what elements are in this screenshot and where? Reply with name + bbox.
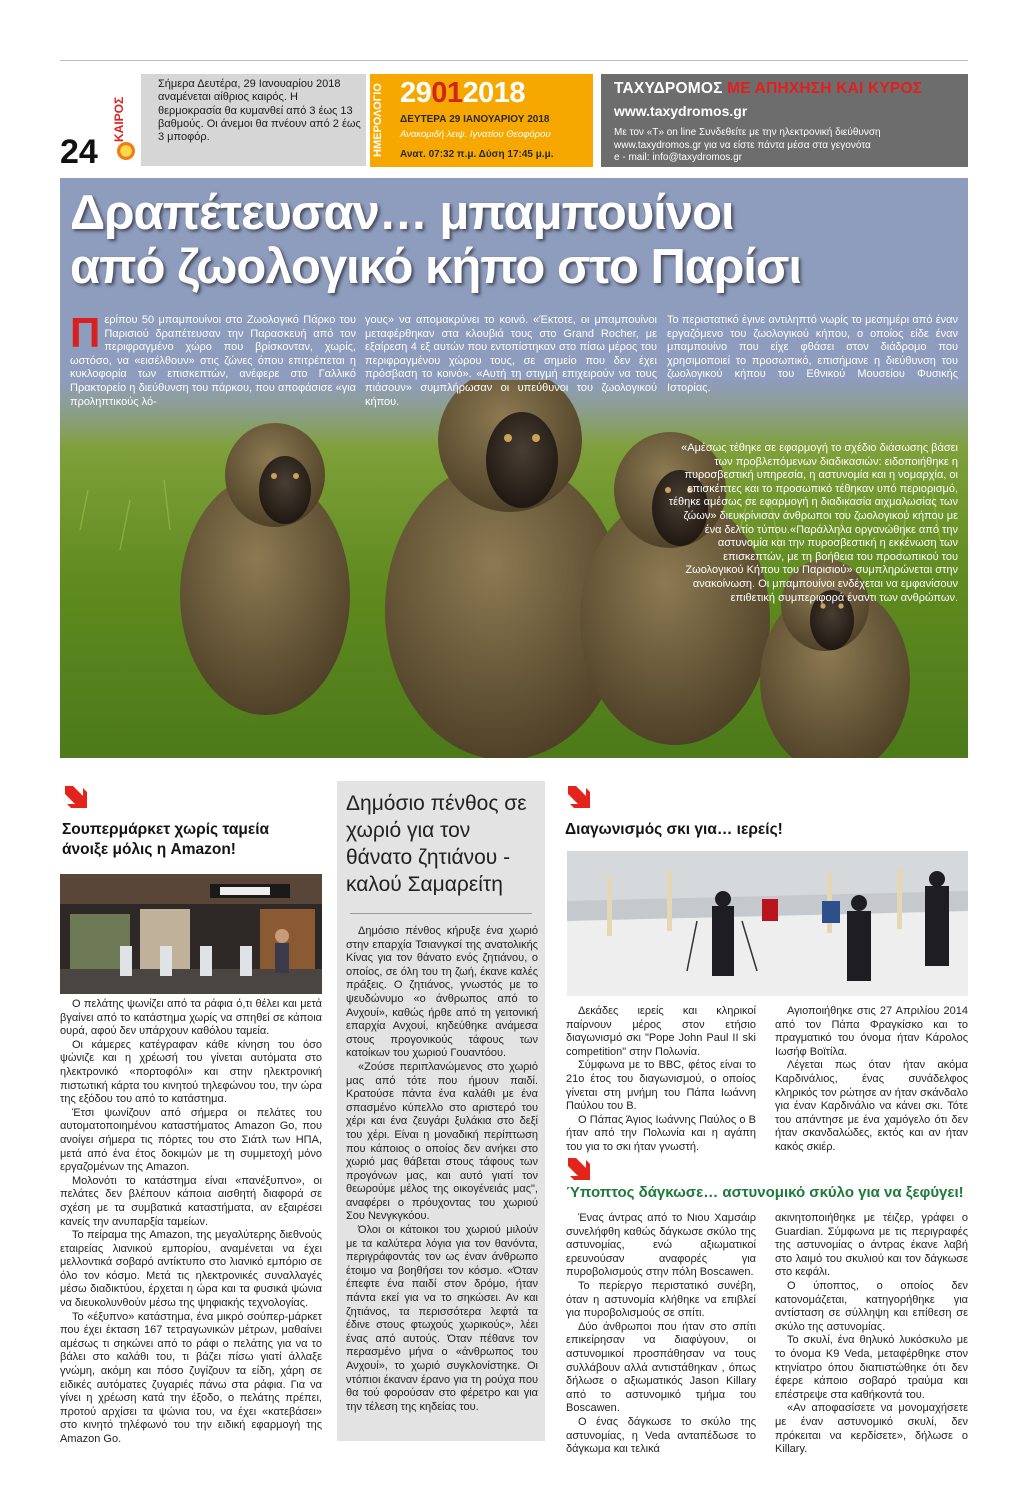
main-article-column-1 xyxy=(70,309,356,409)
ski-title: Διαγωνισμός σκι για… ιερείς! xyxy=(565,821,783,838)
dog-body-right xyxy=(775,1212,968,1457)
paragraph: ακινητοποιήθηκε με τέιζερ, γράφει ο Guardian. Σύμφωνα με τις περιγραφές της αστυνομίας ο άντρας έκανε λαβή στο λαιμό του σκυλιού και τον δάγκωσε στο κεφάλι. xyxy=(775,1212,968,1279)
red-arrow-icon xyxy=(62,783,88,809)
paragraph: Ένας άντρας από το Νιου Χαμσάιρ συνελήφθη καθώς δάγκωσε σκύλο της αστυνομίας, ενώ αξιωματικοί ερευνούσαν αναφορές για πυροβολισμούς στην πόλη Boscawen. xyxy=(566,1212,756,1279)
main-headline-line: από ζωολογικό κήπο στο Παρίσι xyxy=(70,240,802,294)
masthead-ad-lines xyxy=(614,127,964,165)
calendar-date xyxy=(400,77,525,110)
page-number: 24 xyxy=(60,133,98,171)
paragraph: Μολονότι το κατάστημα είναι «πανέξυπνο», οι πελάτες δεν βλέπουν κάποια αισθητή διαφορά σε σχέση με τα συμβατικά καταστήματα, αν εξαιρέσει κανείς την ανυπαρξία ταμείων. xyxy=(60,1174,322,1228)
amazon-store-photo xyxy=(60,874,322,994)
paragraph: Το περίεργο περιστατικό συνέβη, όταν η αστυνομία κλήθηκε να επιβλεί για πυροβολισμούς σε σπίτι. xyxy=(566,1279,756,1320)
ski-race-photo xyxy=(567,851,968,996)
main-article-column-2: γους» να απομακρύνει το κοινό. «Έκτοτε, οι μπαμπουίνοι μεταφέρθηκαν στα κλουβιά τους στο Grand Rocher, με εξαίρεση 4 εξ αυτών που εντοπίστηκαν στο πίσω μέρος του περιφραγμένου χώρου τους, σε σημείο που δεν έχει πρόσβαση το κοινό». «Αυτή τη στιγμή επιχειρούν να τους πιάσουν» συμπλήρωσαν οι υπεύθυνοι του ζωολογικού κήπου. xyxy=(365,314,657,408)
amazon-body xyxy=(60,998,322,1447)
title-rule xyxy=(350,913,532,914)
masthead-ad-line: Με τον «Τ» on line Συνδεθείτε με την ηλεκτρονική διεύθυνση xyxy=(614,127,881,138)
ski-body-left xyxy=(566,1005,756,1155)
calendar-label: ΗΜΕΡΟΛΟΓΙΟ xyxy=(372,83,384,158)
red-arrow-icon xyxy=(565,1155,591,1181)
calendar-day: 29 xyxy=(400,77,432,109)
masthead-ad-title-accent: ΜΕ ΑΠΗΧΗΣΗ ΚΑΙ ΚΥΡΟΣ xyxy=(722,80,923,97)
paragraph: Το σκυλί, ένα θηλυκό λυκόσκυλο με το όνομα K9 Veda, μεταφέρθηκε στον κτηνίατρο όπου διαπιστώθηκε ότι δεν έφερε κάποιο σοβαρό τραύμα και επέστρεψε στα καθήκοντά του. xyxy=(775,1334,968,1401)
main-article-column-3-continued: «Αμέσως τέθηκε σε εφαρμογή το σχέδιο διάσωσης βάσει των προβλεπόμενων διαδικασιών: ειδοποιήθηκε η πυροσβεστική υπηρεσία, η αστυνομία και η νομαρχία, οι επισκέπτες και το προσωπικό τέθηκαν υπό περιορισμό, τέθηκε αμέσως σε εφαρμογή η διαδικασία αιχμαλωσίας των ζώων» διευκρίνισαν άνθρωποι του ζωολογικού κήπου με ένα δελτίο τύπου.«Παράλληλα οργανώθηκε από την αστυνομία και την πυροσβεστική η εκκένωση των επισκεπτών, με τη βοήθεια του προσωπικού του Ζωολογικού Κήπου του Παρισιού» συμπληρώνεται στην ανακοίνωση. Οι μπαμπουίνοι ενδέχεται να εμφανίσουν επιθετική συμπεριφορά έναντι των ανθρώπων. xyxy=(668,442,958,604)
paragraph: Λέγεται πως όταν ήταν ακόμα Καρδινάλιος, ένας συνάδελφος κληρικός τον ρώτησε αν ήταν σκάνδαλο για έναν Καρδινάλιο να κάνει σκι. Τότε του απάντησε με ένα χαμόγελο ότι δεν ήταν σκανδαλώδες, εκτός και αν ήταν κακός σκιέρ. xyxy=(775,1059,968,1153)
paragraph: Όλοι οι κάτοικοι του χωριού μιλούν με τα καλύτερα λόγια για τον θανόντα, περιγράφοντάς τον ως έναν άνθρωπο έτοιμο να βοηθήσει τον κόσμο. «Όταν έπεφτε ένα παιδί στον δρόμο, ήταν πάντα εκεί για να το σηκώσει. Αν και ζητιάνος, τα περισσότερα λεφτά τα έδινε στους φτωχούς χωρικούς», λέει ένας από αυτούς. Όταν πέθανε τον περασμένο μήνα ο «άνθρωπος του Ανχουί», το χωριό συγκλονίστηκε. Οι ντόπιοι έκαναν έρανο για τη ρούχα που θα τού φορούσαν στο φέρετρο και για την τέλεση της κηδείας του. xyxy=(346,1224,538,1413)
main-article-column-3: Το περιστατικό έγινε αντιληπτό νωρίς το μεσημέρι από έναν εργαζόμενο του ζωολογικού κήπου, ο οποίος είδε έναν μπαμπουίνο που είχε φθάσει στον διάδρομο που χρησιμοποιεί το προσωπικό, επισήμανε η διεύθυνση του ζωολογικού κήπου του Εθνικού Μουσείου Φυσικής Ιστορίας. xyxy=(667,314,958,394)
paragraph: Το «έξυπνο» κατάστημα, ένα μικρό σούπερ-μάρκετ που έχει έκταση 167 τετραγωνικών μέτρων, μαθαίνει αμέσως τι σηκώνει από το ράφι ο πελάτης για να το βάλει στο καλάθι του, τι βάζει πίσω γιατί άλλαξε γνώμη, ακόμη και πόσο ζυγίζουν τα είδη, χάρη σε ειδικές αυτόματες ζυγαριές πάνω στα ράφια. Για να γίνει η χρέωση κατά την έξοδο, ο πελάτης πρέπει, προτού αρχίσει τα ψώνια του, να έχει «κατεβάσει» στο κινητό τηλέφωνό του την ειδική εφαρμογή της Amazon Go. xyxy=(60,1310,322,1445)
paragraph: Έτσι ψωνίζουν από σήμερα οι πελάτες του αυτοματοποιημένου καταστήματος Amazon Go, που ανοίγει σήμερα τις πόρτες του στο Σιάτλ των ΗΠΑ, μετά από ένα έτος δοκιμών με τη συμμετοχή μόνο εργαζομένων της Amazon. xyxy=(60,1106,322,1174)
red-arrow-icon xyxy=(565,783,591,809)
paragraph: Το πείραμα της Amazon, της μεγαλύτερης διεθνούς εταιρείας λιανικού εμπορίου, αναμένεται να έχει μελλοντικά σοβαρό αντίκτυπο στο λιανικό εμπόριο σε όλο τον κόσμο. Μετά τις ηλεκτρονικές συναλλαγές μέσω διαδικτύου, έρχεται η ώρα και τα φυσικά ψώνια να διευκολυνθούν μέσω της ψηφιακής τεχνολογίας. xyxy=(60,1229,322,1310)
amazon-title: Σουπερμάρκετ χωρίς ταμεία άνοιξε μόλις η Amazon! xyxy=(62,821,270,858)
main-headline-line: Δραπέτευσαν… μπαμπουίνοι xyxy=(70,186,734,240)
paragraph: Οι κάμερες κατέγραφαν κάθε κίνηση του όσο ψώνιζε και η χρέωσή του γίνεται αυτόματα στο ηλεκτρονικό «πορτοφόλι» και στην ηλεκτρονική πιστωτική κάρτα του κινητού τηλεφώνου του, την ώρα της εξόδου του από το κατάστημα. xyxy=(60,1038,322,1106)
paragraph: Ο ύποπτος, ο οποίος δεν κατονομάζεται, κατηγορήθηκε για αντίσταση σε σύλληψη και επίθεση σε σκύλο της αστυνομίας. xyxy=(775,1279,968,1333)
masthead-ad-url[interactable]: www.taxydromos.gr xyxy=(614,103,748,119)
top-rule xyxy=(60,60,968,61)
masthead-ad-line: e - mail: info@taxydromos.gr xyxy=(614,152,742,163)
masthead-ad-line: www.taxydromos.gr για να είστε πάντα μέσα στα γεγονότα xyxy=(614,139,871,151)
dog-title: Ύποπτος δάγκωσε… αστυνομικό σκύλο για να ξεφύγει! xyxy=(566,1184,964,1201)
calendar-month: 01 xyxy=(431,77,463,109)
paragraph: Δεκάδες ιερείς και κληρικοί παίρνουν μέρος στον ετήσιο διαγωνισμό σκι "Pope John Paul II ski competition" στην Πολωνία. xyxy=(566,1005,756,1058)
paragraph: «Αν αποφασίσετε να μονομαχήσετε με έναν αστυνομικό σκυλί, δεν πρόκειται να κερδίσετε», δήλωσε ο Killary. xyxy=(775,1402,968,1456)
mourning-title: Δημόσιο πένθος σε χωριό για τον θάνατο ζητιάνου - καλού Σαμαρείτη xyxy=(346,792,527,896)
paragraph: Ο Πάπας Άγιος Ιωάννης Παύλος ο Β ήταν από την Πολωνία και η αγάπη του για το σκι ήταν γνωστή. xyxy=(566,1113,756,1153)
paragraph: Δύο άνθρωποι που ήταν στο σπίτι επικείρησαν να διαφύγουν, οι αστυνομικοί προσπάθησαν να τους συλλάβουν αλλά αντιστάθηκαν , όπως δήλωσε ο αξιωματικός Jason Killary από το αστυνομικό τμήμα του Boscawen. xyxy=(566,1320,756,1415)
calendar-sunrise-sunset: Ανατ. 07:32 π.μ. Δύση 17:45 μ.μ. xyxy=(400,149,554,160)
ski-body-right xyxy=(775,1005,968,1155)
paragraph: Ο πελάτης ψωνίζει από τα ράφια ό,τι θέλει και μετά βγαίνει από το κατάστημα χωρίς να σπηθεί σε κάποια ουρά, αφού δεν υπάρχουν καθόλου ταμεία. xyxy=(60,998,322,1038)
masthead-ad-title xyxy=(614,80,922,98)
paragraph: Αγιοποιήθηκε στις 27 Απριλίου 2014 από τον Πάπα Φραγκίσκο και το πραγματικό του όνομα ήταν Κάρολος Ιωσήφ Βοϊτίλα. xyxy=(775,1005,968,1058)
main-headline xyxy=(70,186,950,294)
calendar-year: 2018 xyxy=(462,77,526,109)
paragraph: Δημόσιο πένθος κήρυξε ένα χωριό στην επαρχία Τσιανγκσί της ανατολικής Κίνας για τον θάνατο ενός ζητιάνου, ο οποίος, σε όλη του τη ζωή, έκανε καλές πράξεις. Ο ζητιάνος, γνωστός με το ψευδώνυμο «ο άνθρωπος από το Ανχουί», καθώς ήρθε από τη γειτονική επαρχία Ανχουί, κηδεύθηκε ανάμεσα στους προγονικούς τάφους των κατοίκων του χωριού Γουαντόου. xyxy=(346,925,538,1060)
calendar-saint: Ανακομιδή λειψ. Ιγνατίου Θεοφόρου xyxy=(400,129,551,140)
masthead-ad-title-main: ΤΑΧΥΔΡΟΜΟΣ xyxy=(614,80,723,97)
main-article-text: ερίπου 50 μπαμπουίνοι στο Ζωολογικό Πάρκο του Παρισιού δραπέτευσαν την Παρασκευή από τον περιφραγμένο χώρο που βρίσκονταν, χωρίς, ωστόσο, να «εισέλθουν» στις ζώνες όπου επιτρέπεται η κυκλοφορία των επισκεπτών, ανέφερε στο Γαλλικό Πρακτορείο η διεύθυνση του πάρκου, που αποφάσισε «για προληπτικούς λό- xyxy=(70,314,356,408)
calendar-weekday: ΔΕΥΤΕΡΑ 29 ΙΑΝΟΥΑΡΙΟΥ 2018 xyxy=(400,114,550,125)
mourning-body xyxy=(346,925,538,1414)
weather-label: ΚΑΙΡΟΣ xyxy=(112,96,126,142)
paragraph: Ο ένας δάγκωσε το σκύλο της αστυνομίας, η Veda ανταπέδωσε το δάγκωμα και τελικά xyxy=(566,1415,756,1456)
sun-icon xyxy=(117,142,135,160)
weather-text: Σήμερα Δευτέρα, 29 Ιανουαρίου 2018 αναμένεται αίθριος καιρός. Η θερμοκρασία θα κυμανθεί από 3 έως 13 βαθμούς. Οι άνεμοι θα πνέουν από 2 έως 3 μποφόρ. xyxy=(158,78,361,144)
dropcap: Π xyxy=(70,309,101,356)
paragraph: Σύμφωνα με το BBC, φέτος είναι το 21ο έτος του διαγωνισμού, ο οποίος γίνεται στη μνήμη του Πάπα Ιωάννη Παύλου του Β. xyxy=(566,1059,756,1113)
dog-body-left xyxy=(566,1212,756,1457)
paragraph: «Ζούσε περιπλανώμενος στο χωριό μας από τότε που ήμουν παιδί. Κρατούσε πάντα ένα καλάθι με ένα σπασμένο κύπελλο στο αριστερό του χέρι και ένα ζευγάρι ξυλάκια στο δεξί του χέρι. Είναι η μοναδική περίπτωση που κάποιος ο οποίος δεν ανήκει στο χωριό μας θάβεται στους τάφους των προγόνων μας, και αυτό γιατί τον θεωρούμε μέλος της οικογένειάς μας", αναφέρει ο πρόυχοντας του χωριού Σου Νενγκγκόου. xyxy=(346,1060,538,1223)
